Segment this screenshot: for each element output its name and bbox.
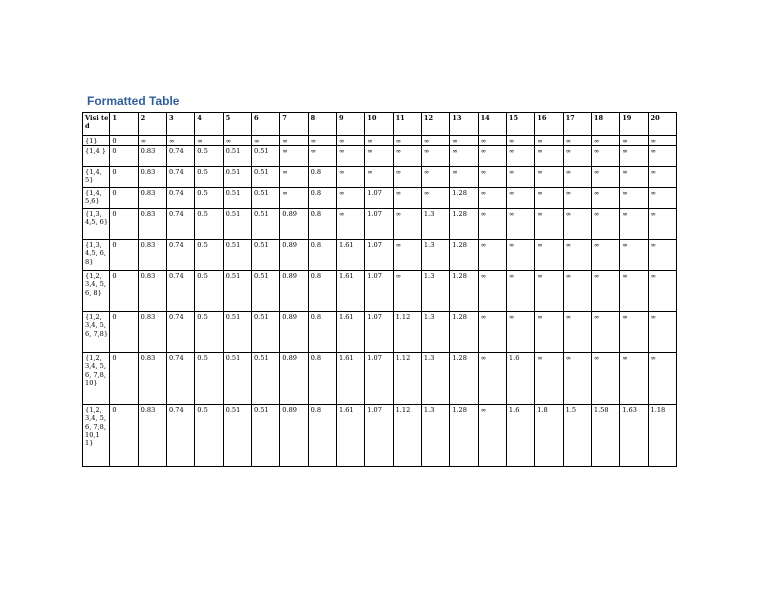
distance-cell: 1.28: [450, 240, 478, 271]
distance-cell: 0.5: [195, 405, 223, 467]
distance-cell: ∞: [648, 209, 676, 240]
distance-cell: 1.28: [450, 405, 478, 467]
distance-cell: 0: [110, 240, 138, 271]
distance-cell: 1.28: [450, 353, 478, 405]
distance-cell: 1.07: [365, 312, 393, 353]
header-cell-node: 11: [393, 113, 421, 136]
distance-cell: ∞: [620, 188, 648, 209]
distance-cell: ∞: [195, 136, 223, 146]
distance-cell: ∞: [336, 188, 364, 209]
distance-cell: ∞: [478, 353, 506, 405]
distance-cell: 0: [110, 188, 138, 209]
distance-cell: 0.51: [223, 167, 251, 188]
distance-cell: ∞: [591, 240, 619, 271]
distance-cell: 0.5: [195, 353, 223, 405]
distance-cell: ∞: [478, 240, 506, 271]
distance-cell: ∞: [648, 167, 676, 188]
distance-cell: ∞: [478, 312, 506, 353]
distance-cell: ∞: [506, 167, 534, 188]
distance-cell: ∞: [563, 167, 591, 188]
header-cell-node: 6: [251, 113, 279, 136]
distance-cell: 0.51: [251, 188, 279, 209]
distance-cell: ∞: [620, 353, 648, 405]
distance-cell: ∞: [365, 167, 393, 188]
distance-cell: 1.61: [336, 353, 364, 405]
header-cell-node: 12: [421, 113, 449, 136]
visited-set-cell: {1,4, 5,6}: [83, 188, 110, 209]
distance-cell: ∞: [308, 136, 336, 146]
distance-cell: 0.51: [223, 240, 251, 271]
distance-cell: 0.8: [308, 271, 336, 312]
distance-cell: 0.51: [251, 146, 279, 167]
distance-cell: ∞: [478, 271, 506, 312]
visited-set-cell: {1,2, 3,4, 5,6, 7,8, 10}: [83, 353, 110, 405]
distance-cell: 1.28: [450, 209, 478, 240]
distance-cell: ∞: [620, 271, 648, 312]
distance-cell: ∞: [506, 146, 534, 167]
distance-cell: 0.51: [251, 405, 279, 467]
header-cell-node: 8: [308, 113, 336, 136]
distance-cell: 0.51: [223, 146, 251, 167]
distance-cell: 1.61: [336, 271, 364, 312]
header-cell-node: 7: [280, 113, 308, 136]
distance-cell: ∞: [563, 209, 591, 240]
table-row: [83, 188, 677, 209]
distance-cell: ∞: [620, 136, 648, 146]
distance-cell: 0.83: [138, 405, 166, 467]
distance-cell: 0.51: [223, 271, 251, 312]
distance-cell: ∞: [393, 240, 421, 271]
distance-cell: ∞: [535, 271, 563, 312]
distance-cell: ∞: [478, 188, 506, 209]
distance-table: [82, 112, 677, 467]
distance-cell: ∞: [280, 146, 308, 167]
distance-cell: ∞: [535, 167, 563, 188]
distance-cell: 0.74: [166, 209, 194, 240]
header-cell-node: 15: [506, 113, 534, 136]
visited-set-cell: {1,2, 3,4, 5,6, 7,8, 10,1 1}: [83, 405, 110, 467]
distance-cell: 0.51: [223, 353, 251, 405]
distance-cell: 0: [110, 209, 138, 240]
visited-set-cell: {1,3, 4,5, 6}: [83, 209, 110, 240]
distance-cell: ∞: [365, 146, 393, 167]
distance-cell: 1.12: [393, 312, 421, 353]
table-row: [83, 167, 677, 188]
distance-cell: ∞: [620, 240, 648, 271]
distance-cell: 1.12: [393, 353, 421, 405]
distance-cell: 0.83: [138, 312, 166, 353]
distance-cell: 0.51: [223, 188, 251, 209]
distance-cell: 0: [110, 167, 138, 188]
table-row: [83, 146, 677, 167]
distance-cell: ∞: [506, 188, 534, 209]
page-title: Formatted Table: [87, 94, 180, 108]
distance-cell: ∞: [336, 209, 364, 240]
distance-cell: 0: [110, 405, 138, 467]
distance-cell: 1.3: [421, 271, 449, 312]
distance-cell: 0.5: [195, 271, 223, 312]
distance-cell: 1.61: [336, 240, 364, 271]
distance-cell: 0.74: [166, 146, 194, 167]
header-cell-node: 4: [195, 113, 223, 136]
distance-cell: ∞: [365, 136, 393, 146]
distance-cell: 1.28: [450, 271, 478, 312]
visited-set-cell: {1,3, 4,5, 6,8}: [83, 240, 110, 271]
distance-cell: ∞: [563, 136, 591, 146]
distance-cell: ∞: [138, 136, 166, 146]
distance-cell: ∞: [591, 188, 619, 209]
table-row: [83, 405, 677, 467]
distance-cell: 0.8: [308, 405, 336, 467]
distance-cell: ∞: [563, 353, 591, 405]
distance-cell: ∞: [478, 136, 506, 146]
distance-cell: ∞: [591, 271, 619, 312]
distance-cell: 1.07: [365, 405, 393, 467]
distance-cell: ∞: [478, 209, 506, 240]
distance-cell: ∞: [535, 312, 563, 353]
distance-cell: 1.3: [421, 312, 449, 353]
distance-cell: ∞: [648, 312, 676, 353]
distance-cell: ∞: [591, 209, 619, 240]
distance-cell: ∞: [620, 312, 648, 353]
header-cell-node: 17: [563, 113, 591, 136]
distance-cell: ∞: [648, 146, 676, 167]
distance-cell: ∞: [280, 136, 308, 146]
distance-cell: 1.3: [421, 209, 449, 240]
distance-cell: ∞: [620, 146, 648, 167]
distance-cell: 0.51: [251, 240, 279, 271]
distance-cell: 0.83: [138, 271, 166, 312]
distance-cell: 0.5: [195, 146, 223, 167]
distance-cell: 0.74: [166, 271, 194, 312]
distance-cell: ∞: [563, 188, 591, 209]
distance-cell: 0.74: [166, 312, 194, 353]
distance-cell: 0.89: [280, 312, 308, 353]
header-cell-node: 1: [110, 113, 138, 136]
distance-cell: ∞: [535, 240, 563, 271]
header-cell-node: 19: [620, 113, 648, 136]
distance-cell: 0.83: [138, 353, 166, 405]
distance-cell: 1.3: [421, 240, 449, 271]
header-cell-node: 20: [648, 113, 676, 136]
distance-cell: ∞: [393, 271, 421, 312]
table-row: [83, 136, 677, 146]
distance-cell: ∞: [591, 146, 619, 167]
distance-cell: ∞: [336, 136, 364, 146]
distance-cell: 1.07: [365, 271, 393, 312]
header-cell-node: 3: [166, 113, 194, 136]
table-row: [83, 271, 677, 312]
distance-cell: 1.61: [336, 312, 364, 353]
distance-cell: 0.89: [280, 405, 308, 467]
table-row: [83, 209, 677, 240]
distance-cell: ∞: [336, 146, 364, 167]
distance-cell: 0.51: [223, 405, 251, 467]
distance-cell: 0.83: [138, 146, 166, 167]
distance-cell: ∞: [563, 312, 591, 353]
distance-cell: 0.89: [280, 240, 308, 271]
distance-cell: 0: [110, 312, 138, 353]
distance-cell: ∞: [506, 271, 534, 312]
distance-cell: ∞: [591, 136, 619, 146]
distance-cell: 0.8: [308, 312, 336, 353]
distance-cell: ∞: [166, 136, 194, 146]
distance-cell: ∞: [280, 188, 308, 209]
distance-cell: 0.51: [251, 167, 279, 188]
distance-cell: 0.89: [280, 209, 308, 240]
header-cell-node: 16: [535, 113, 563, 136]
header-cell-node: 13: [450, 113, 478, 136]
distance-cell: ∞: [336, 167, 364, 188]
distance-cell: 0.51: [251, 271, 279, 312]
distance-cell: 1.63: [620, 405, 648, 467]
distance-cell: 1.5: [563, 405, 591, 467]
distance-cell: 0.74: [166, 240, 194, 271]
distance-cell: 0.51: [251, 353, 279, 405]
distance-cell: 1.58: [591, 405, 619, 467]
distance-cell: 0.74: [166, 353, 194, 405]
distance-cell: 0.83: [138, 209, 166, 240]
distance-cell: 0.74: [166, 188, 194, 209]
distance-cell: ∞: [421, 167, 449, 188]
distance-cell: 0.8: [308, 353, 336, 405]
distance-cell: 0: [110, 136, 138, 146]
distance-cell: 0.5: [195, 167, 223, 188]
distance-cell: ∞: [648, 353, 676, 405]
distance-cell: ∞: [506, 312, 534, 353]
distance-cell: 0.8: [308, 167, 336, 188]
distance-cell: 1.28: [450, 188, 478, 209]
table-header-row: [83, 113, 677, 136]
distance-cell: ∞: [251, 136, 279, 146]
distance-cell: 0.74: [166, 167, 194, 188]
header-cell-node: 2: [138, 113, 166, 136]
header-cell-node: 5: [223, 113, 251, 136]
table-row: [83, 353, 677, 405]
distance-cell: ∞: [450, 167, 478, 188]
distance-cell: ∞: [563, 271, 591, 312]
distance-cell: 1.3: [421, 405, 449, 467]
distance-cell: 0.89: [280, 353, 308, 405]
distance-cell: ∞: [478, 167, 506, 188]
distance-cell: ∞: [421, 136, 449, 146]
distance-cell: 0.5: [195, 209, 223, 240]
distance-cell: ∞: [393, 209, 421, 240]
distance-cell: ∞: [620, 209, 648, 240]
distance-cell: ∞: [535, 209, 563, 240]
distance-cell: ∞: [591, 353, 619, 405]
distance-cell: ∞: [535, 146, 563, 167]
distance-cell: 0.83: [138, 240, 166, 271]
distance-cell: ∞: [591, 167, 619, 188]
distance-cell: 1.18: [648, 405, 676, 467]
distance-cell: ∞: [421, 188, 449, 209]
distance-cell: ∞: [591, 312, 619, 353]
distance-cell: 1.28: [450, 312, 478, 353]
distance-cell: ∞: [450, 146, 478, 167]
distance-cell: 0: [110, 271, 138, 312]
distance-cell: ∞: [563, 146, 591, 167]
distance-cell: 1.07: [365, 353, 393, 405]
header-cell-visited: Visi ted: [83, 113, 110, 136]
distance-cell: 1.6: [506, 353, 534, 405]
distance-cell: ∞: [393, 146, 421, 167]
distance-cell: 1.12: [393, 405, 421, 467]
distance-cell: 1.07: [365, 188, 393, 209]
distance-cell: ∞: [308, 146, 336, 167]
distance-cell: ∞: [450, 136, 478, 146]
distance-cell: 0.5: [195, 312, 223, 353]
distance-cell: ∞: [563, 240, 591, 271]
distance-cell: ∞: [535, 188, 563, 209]
distance-cell: 0.5: [195, 240, 223, 271]
header-cell-node: 9: [336, 113, 364, 136]
distance-cell: 1.07: [365, 209, 393, 240]
distance-cell: ∞: [393, 188, 421, 209]
distance-cell: 0: [110, 353, 138, 405]
distance-cell: ∞: [648, 136, 676, 146]
distance-cell: 0.51: [251, 209, 279, 240]
visited-set-cell: {1,2, 3,4, 5,6, 7,8}: [83, 312, 110, 353]
distance-cell: ∞: [620, 167, 648, 188]
distance-cell: 0.8: [308, 188, 336, 209]
distance-cell: ∞: [393, 136, 421, 146]
distance-cell: 0.83: [138, 167, 166, 188]
distance-cell: 0.89: [280, 271, 308, 312]
distance-cell: 0.5: [195, 188, 223, 209]
distance-cell: 0.51: [251, 312, 279, 353]
distance-cell: 0.8: [308, 209, 336, 240]
distance-cell: ∞: [506, 136, 534, 146]
distance-cell: 1.07: [365, 240, 393, 271]
distance-cell: 1.3: [421, 353, 449, 405]
visited-set-cell: {1,4, 5}: [83, 167, 110, 188]
distance-cell: ∞: [648, 188, 676, 209]
distance-cell: ∞: [506, 240, 534, 271]
distance-cell: ∞: [535, 136, 563, 146]
header-cell-node: 14: [478, 113, 506, 136]
distance-cell: 1.6: [506, 405, 534, 467]
distance-cell: 0.74: [166, 405, 194, 467]
distance-cell: ∞: [535, 353, 563, 405]
header-cell-node: 10: [365, 113, 393, 136]
distance-cell: ∞: [223, 136, 251, 146]
distance-cell: 0.51: [223, 209, 251, 240]
distance-cell: 0.83: [138, 188, 166, 209]
visited-set-cell: {1}: [83, 136, 110, 146]
distance-cell: ∞: [478, 146, 506, 167]
distance-cell: ∞: [421, 146, 449, 167]
distance-cell: ∞: [478, 405, 506, 467]
table-row: [83, 312, 677, 353]
header-cell-node: 18: [591, 113, 619, 136]
distance-cell: ∞: [648, 271, 676, 312]
table-row: [83, 240, 677, 271]
distance-cell: 1.8: [535, 405, 563, 467]
visited-set-cell: {1,4 }: [83, 146, 110, 167]
distance-cell: ∞: [393, 167, 421, 188]
distance-cell: ∞: [648, 240, 676, 271]
visited-set-cell: {1,2, 3,4, 5,6, 8}: [83, 271, 110, 312]
distance-cell: 1.61: [336, 405, 364, 467]
distance-cell: 0.51: [223, 312, 251, 353]
distance-cell: ∞: [280, 167, 308, 188]
distance-cell: ∞: [506, 209, 534, 240]
distance-cell: 0.8: [308, 240, 336, 271]
distance-cell: 0: [110, 146, 138, 167]
